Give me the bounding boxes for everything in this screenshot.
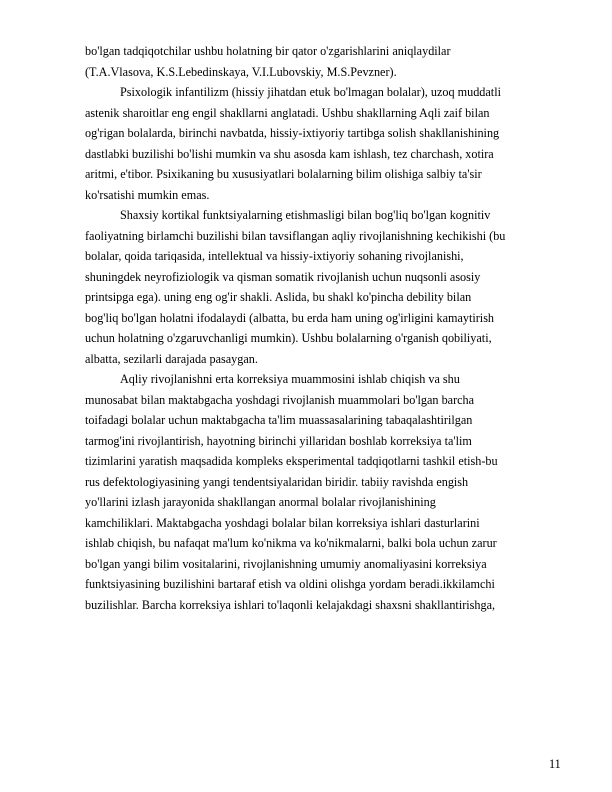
- text-line: munosabat bilan maktabgacha yoshdagi rivojlanish muammolari bo'lgan barcha: [85, 392, 475, 407]
- text-line: albatta, sezilarli darajada pasaygan.: [85, 351, 258, 366]
- text-line: dastlabki buzilishi bo'lishi mumkin va shu asosda kam ishlash, tez charchash, xotira: [85, 146, 494, 161]
- text-line: funktsiyasining buzilishini bartaraf etish va oldini olishga yordam beradi.ikkilamchi: [85, 577, 495, 591]
- text-line: uchun holatning o'zgaruvchanligi mumkin). Ushbu bolalarning o'rganish qobiliyati,: [85, 331, 492, 345]
- text-line: rus defektologiyasining yangi tendentsiyalaridan biridir. tabiiy ravishda engish: [85, 474, 469, 489]
- text-line: tizimlarini yaratish maqsadida kompleks eksperimental tadqiqotlarni tashkil etish-bu: [85, 454, 498, 468]
- text-line: kamchiliklari. Maktabgacha yoshdagi bolalar bilan korreksiya ishlari dasturlarini: [85, 515, 480, 530]
- text-line: toifadagi bolalar uchun maktabgacha ta'lim muassasalarining tabaqalashtirilgan: [85, 413, 473, 427]
- text-line: faoliyatning birlamchi buzilishi bilan tavsiflangan aqliy rivojlanishning kechikishi (bu: [85, 228, 506, 243]
- text-line: ishlab chiqish, bu nafaqat ma'lum ko'nikma va ko'nikmalarni, balki bola uchun zarur: [85, 536, 497, 550]
- text-line: ko'rsatishi mumkin emas.: [85, 187, 210, 202]
- page-number: 11: [549, 757, 561, 771]
- text-line: Psixologik infantilizm (hissiy jihatdan etuk bo'lmagan bolalar), uzoq muddatli: [120, 85, 501, 99]
- text-line: yo'llarini izlash jarayonida shakllangan anormal bolalar rivojlanishining: [85, 495, 436, 509]
- text-line: bog'liq bo'lgan holatni ifodalaydi (albatta, bu erda ham uning og'irligini kamaytirish: [85, 310, 495, 325]
- text-line: astenik sharoitlar eng engil shakllarni anglatadi. Ushbu shakllarning Aqli zaif bilan: [85, 105, 490, 120]
- text-line: bo'lgan tadqiqotchilar ushbu holatning bir qator o'zgarishlarini aniqlaydilar: [85, 44, 451, 58]
- text-line: printsipga ega). uning eng og'ir shakli. Aslida, bu shakl ko'pincha debility bilan: [85, 290, 472, 304]
- text-line: Shaxsiy kortikal funktsiyalarning etishmasligi bilan bog'liq bo'lgan kognitiv: [120, 208, 491, 222]
- text-line: Aqliy rivojlanishni erta korreksiya muammosini ishlab chiqish va shu: [120, 372, 460, 386]
- text-line: tarmog'ini rivojlantirish, hayotning birinchi yillaridan boshlab korreksiya ta'lim: [85, 433, 472, 448]
- text-line: aritmi, e'tibor. Psixikaning bu xususiyatlari bolalarning bilim olishiga salbiy ta'sir: [85, 167, 482, 181]
- text-line: (T.A.Vlasova, K.S.Lebedinskaya, V.I.Lubovskiy, M.S.Pevzner).: [85, 64, 397, 79]
- text-line: buzilishlar. Barcha korreksiya ishlari to'laqonli kelajakdagi shaxsni shakllantirishga,: [85, 597, 496, 612]
- text-line: bolalar, qoida tariqasida, intellektual va hissiy-ixtiyoriy sohaning rivojlanishi,: [85, 249, 464, 263]
- text-line: bo'lgan yangi bilim vositalarini, rivojlanishning umumiy anomaliyasini korreksiya: [85, 556, 487, 571]
- text-line: og'rigan bolalarda, birinchi navbatda, hissiy-ixtiyoriy tartibga solish shakllanishining: [85, 126, 500, 140]
- text-line: shuningdek neyrofiziologik va qisman somatik rivojlanish uchun nuqsonli asosiy: [85, 269, 481, 284]
